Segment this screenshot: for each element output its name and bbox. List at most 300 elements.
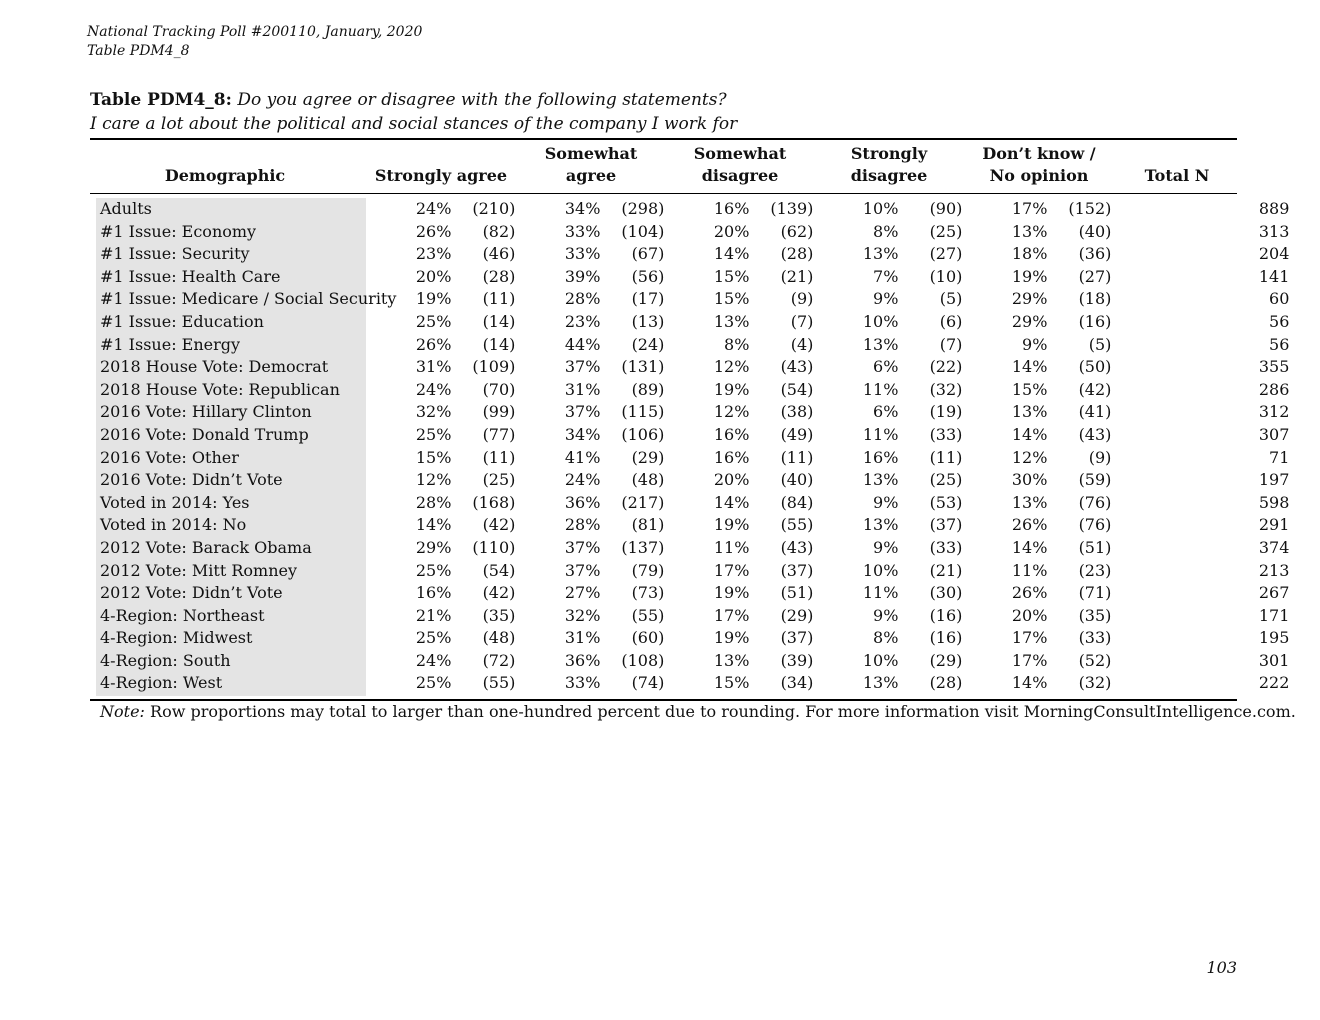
count-cell: (33): [929, 424, 963, 444]
count-cell: (32): [1078, 673, 1112, 693]
count-cell: (11): [929, 447, 963, 467]
header-strongly-disagree: Strongly disagree: [850, 144, 928, 185]
percent-cell: 31%: [564, 379, 601, 399]
row-label: 2018 House Vote: Republican: [100, 379, 340, 399]
percent-cell: 25%: [415, 560, 452, 580]
count-cell: (60): [631, 628, 665, 648]
count-cell: (52): [1078, 650, 1112, 670]
count-cell: (29): [929, 650, 963, 670]
count-cell: (72): [482, 650, 516, 670]
percent-cell: 11%: [713, 537, 750, 557]
percent-cell: 12%: [713, 357, 750, 377]
percent-cell: 32%: [564, 605, 601, 625]
percent-cell: 18%: [1011, 244, 1048, 264]
count-cell: (7): [939, 334, 963, 354]
header-strongly-agree: Strongly agree: [374, 166, 508, 185]
count-cell: (84): [780, 492, 814, 512]
count-cell: (79): [631, 560, 665, 580]
percent-cell: 16%: [415, 583, 452, 603]
count-cell: (29): [780, 605, 814, 625]
percent-cell: 25%: [415, 628, 452, 648]
count-cell: (9): [1088, 447, 1112, 467]
count-cell: (6): [939, 311, 963, 331]
row-label: Adults: [100, 199, 152, 218]
percent-cell: 13%: [1011, 221, 1048, 241]
count-cell: (77): [482, 424, 516, 444]
count-cell: (67): [631, 244, 665, 264]
total-n-cell: 374: [1258, 537, 1290, 557]
count-cell: (16): [929, 605, 963, 625]
count-cell: (110): [472, 537, 516, 557]
percent-cell: 37%: [564, 560, 601, 580]
percent-cell: 17%: [713, 605, 750, 625]
percent-cell: 16%: [713, 199, 750, 218]
count-cell: (35): [482, 605, 516, 625]
table-row: [90, 560, 1289, 583]
percent-cell: 33%: [564, 673, 601, 693]
count-cell: (34): [780, 673, 814, 693]
table-row: [90, 221, 1289, 244]
row-label: #1 Issue: Education: [100, 311, 264, 331]
total-n-cell: 222: [1258, 673, 1290, 693]
table-row: [90, 401, 1289, 424]
count-cell: (37): [780, 628, 814, 648]
percent-cell: 9%: [1022, 334, 1048, 354]
count-cell: (28): [780, 244, 814, 264]
percent-cell: 27%: [564, 583, 601, 603]
row-label: #1 Issue: Security: [100, 244, 250, 264]
total-n-cell: 312: [1258, 402, 1290, 422]
percent-cell: 31%: [415, 357, 452, 377]
percent-cell: 16%: [713, 447, 750, 467]
count-cell: (10): [929, 266, 963, 286]
percent-cell: 37%: [564, 537, 601, 557]
percent-cell: 13%: [862, 470, 899, 490]
count-cell: (42): [1078, 379, 1112, 399]
percent-cell: 24%: [415, 199, 452, 218]
count-cell: (53): [929, 492, 963, 512]
count-cell: (115): [621, 402, 665, 422]
count-cell: (71): [1078, 583, 1112, 603]
count-cell: (37): [929, 515, 963, 535]
count-cell: (168): [472, 492, 516, 512]
percent-cell: 32%: [415, 402, 452, 422]
percent-cell: 30%: [1011, 470, 1048, 490]
count-cell: (18): [1078, 289, 1112, 309]
percent-cell: 16%: [862, 447, 899, 467]
total-n-cell: 141: [1258, 266, 1290, 286]
count-cell: (13): [631, 311, 665, 331]
percent-cell: 25%: [415, 673, 452, 693]
count-cell: (33): [929, 537, 963, 557]
percent-cell: 9%: [873, 605, 899, 625]
table-row: [90, 288, 1289, 311]
count-cell: (16): [1078, 311, 1112, 331]
table-row: [90, 198, 1289, 221]
percent-cell: 11%: [862, 424, 899, 444]
percent-cell: 20%: [713, 221, 750, 241]
percent-cell: 19%: [713, 583, 750, 603]
row-label: 4-Region: Northeast: [100, 605, 265, 625]
total-n-cell: 301: [1258, 650, 1290, 670]
table-row: [90, 650, 1289, 673]
percent-cell: 19%: [713, 515, 750, 535]
percent-cell: 29%: [1011, 289, 1048, 309]
row-label: 2016 Vote: Hillary Clinton: [100, 402, 312, 422]
percent-cell: 24%: [564, 470, 601, 490]
header-demographic: Demographic: [164, 166, 286, 185]
percent-cell: 10%: [862, 311, 899, 331]
percent-cell: 14%: [415, 515, 452, 535]
percent-cell: 9%: [873, 289, 899, 309]
percent-cell: 8%: [724, 334, 750, 354]
percent-cell: 10%: [862, 650, 899, 670]
percent-cell: 21%: [415, 605, 452, 625]
percent-cell: 16%: [713, 424, 750, 444]
count-cell: (76): [1078, 492, 1112, 512]
count-cell: (43): [1078, 424, 1112, 444]
total-n-cell: 56: [1269, 311, 1290, 331]
percent-cell: 25%: [415, 424, 452, 444]
count-cell: (74): [631, 673, 665, 693]
total-n-cell: 889: [1258, 199, 1290, 218]
top-rule: [90, 138, 1237, 140]
total-n-cell: 286: [1258, 379, 1290, 399]
percent-cell: 19%: [415, 289, 452, 309]
count-cell: (55): [780, 515, 814, 535]
table-row: [90, 334, 1289, 357]
percent-cell: 37%: [564, 402, 601, 422]
count-cell: (89): [631, 379, 665, 399]
table-row: [90, 356, 1289, 379]
total-n-cell: 195: [1258, 628, 1290, 648]
percent-cell: 13%: [862, 244, 899, 264]
count-cell: (39): [780, 650, 814, 670]
count-cell: (210): [472, 199, 516, 218]
table-note: [100, 700, 1296, 724]
count-cell: (51): [1078, 537, 1112, 557]
total-n-cell: 71: [1269, 447, 1290, 467]
header-dont-know: Don’t know / No opinion: [982, 144, 1096, 185]
percent-cell: 14%: [1011, 357, 1048, 377]
count-cell: (33): [1078, 628, 1112, 648]
row-label: 2012 Vote: Barack Obama: [100, 537, 312, 557]
row-label: Voted in 2014: No: [100, 515, 247, 535]
count-cell: (59): [1078, 470, 1112, 490]
percent-cell: 13%: [1011, 402, 1048, 422]
count-cell: (43): [780, 357, 814, 377]
count-cell: (42): [482, 583, 516, 603]
row-label: 2016 Vote: Other: [100, 447, 239, 467]
percent-cell: 31%: [564, 628, 601, 648]
count-cell: (41): [1078, 402, 1112, 422]
percent-cell: 23%: [415, 244, 452, 264]
count-cell: (56): [631, 266, 665, 286]
percent-cell: 14%: [1011, 424, 1048, 444]
count-cell: (298): [621, 199, 665, 218]
percent-cell: 15%: [1011, 379, 1048, 399]
caption-lead: Table PDM4_8:: [90, 90, 232, 110]
count-cell: (25): [929, 470, 963, 490]
table-row: [90, 672, 1289, 695]
row-label: 4-Region: Midwest: [100, 628, 253, 648]
total-n-cell: 171: [1258, 605, 1290, 625]
count-cell: (99): [482, 402, 516, 422]
total-n-cell: 313: [1258, 221, 1290, 241]
row-label: 2012 Vote: Mitt Romney: [100, 560, 298, 580]
table-row: [90, 605, 1289, 628]
count-cell: (49): [780, 424, 814, 444]
percent-cell: 14%: [1011, 673, 1048, 693]
count-cell: (7): [790, 311, 814, 331]
row-label: #1 Issue: Health Care: [100, 266, 281, 286]
percent-cell: 17%: [713, 560, 750, 580]
percent-cell: 9%: [873, 537, 899, 557]
count-cell: (36): [1078, 244, 1112, 264]
count-cell: (54): [482, 560, 516, 580]
percent-cell: 10%: [862, 560, 899, 580]
count-cell: (137): [621, 537, 665, 557]
total-n-cell: 60: [1269, 289, 1290, 309]
row-label: 4-Region: West: [100, 673, 223, 693]
count-cell: (81): [631, 515, 665, 535]
percent-cell: 14%: [713, 244, 750, 264]
count-cell: (109): [472, 357, 516, 377]
percent-cell: 24%: [415, 650, 452, 670]
count-cell: (55): [482, 673, 516, 693]
percent-cell: 34%: [564, 424, 601, 444]
count-cell: (82): [482, 221, 516, 241]
table-row: [90, 311, 1289, 334]
count-cell: (30): [929, 583, 963, 603]
count-cell: (11): [482, 289, 516, 309]
count-cell: (5): [939, 289, 963, 309]
page-number: 103: [1206, 958, 1237, 977]
table-body: [90, 198, 1289, 695]
total-n-cell: 56: [1269, 334, 1290, 354]
count-cell: (11): [482, 447, 516, 467]
percent-cell: 28%: [415, 492, 452, 512]
count-cell: (28): [929, 673, 963, 693]
header-somewhat-agree: Somewhat agree: [544, 144, 638, 185]
running-head: [87, 23, 422, 61]
total-n-cell: 197: [1258, 470, 1290, 490]
percent-cell: 23%: [564, 311, 601, 331]
percent-cell: 12%: [1011, 447, 1048, 467]
percent-cell: 17%: [1011, 650, 1048, 670]
count-cell: (25): [482, 470, 516, 490]
count-cell: (76): [1078, 515, 1112, 535]
count-cell: (217): [621, 492, 665, 512]
percent-cell: 25%: [415, 311, 452, 331]
percent-cell: 13%: [713, 311, 750, 331]
count-cell: (19): [929, 402, 963, 422]
row-label: 2018 House Vote: Democrat: [100, 357, 329, 377]
total-n-cell: 267: [1258, 583, 1290, 603]
total-n-cell: 213: [1258, 560, 1290, 580]
count-cell: (38): [780, 402, 814, 422]
header-total-n: Total N: [1144, 166, 1210, 185]
count-cell: (131): [621, 357, 665, 377]
table-row: [90, 447, 1289, 470]
total-n-cell: 307: [1258, 424, 1290, 444]
count-cell: (14): [482, 334, 516, 354]
percent-cell: 13%: [862, 673, 899, 693]
table-row: [90, 469, 1289, 492]
percent-cell: 7%: [873, 266, 899, 286]
percent-cell: 11%: [862, 379, 899, 399]
table-row: [90, 492, 1289, 515]
count-cell: (9): [790, 289, 814, 309]
percent-cell: 15%: [713, 289, 750, 309]
row-label: #1 Issue: Economy: [100, 221, 257, 241]
percent-cell: 29%: [415, 537, 452, 557]
percent-cell: 8%: [873, 221, 899, 241]
table-row: [90, 582, 1289, 605]
table-row: [90, 537, 1289, 560]
percent-cell: 39%: [564, 266, 601, 286]
count-cell: (22): [929, 357, 963, 377]
count-cell: (48): [482, 628, 516, 648]
percent-cell: 6%: [873, 402, 899, 422]
crosstab-table: [90, 198, 1289, 695]
percent-cell: 11%: [862, 583, 899, 603]
count-cell: (29): [631, 447, 665, 467]
count-cell: (54): [780, 379, 814, 399]
total-n-cell: 355: [1258, 357, 1290, 377]
percent-cell: 19%: [713, 628, 750, 648]
percent-cell: 6%: [873, 357, 899, 377]
poll-title: National Tracking Poll #200110, January, 2020: [87, 24, 423, 40]
table-row: [90, 379, 1289, 402]
percent-cell: 20%: [415, 266, 452, 286]
note-label: Note:: [100, 702, 145, 721]
count-cell: (40): [780, 470, 814, 490]
percent-cell: 26%: [415, 334, 452, 354]
percent-cell: 37%: [564, 357, 601, 377]
row-label: #1 Issue: Energy: [100, 334, 241, 354]
header-somewhat-disagree: Somewhat disagree: [693, 144, 787, 185]
percent-cell: 28%: [564, 289, 601, 309]
count-cell: (55): [631, 605, 665, 625]
percent-cell: 15%: [713, 673, 750, 693]
percent-cell: 33%: [564, 221, 601, 241]
percent-cell: 36%: [564, 492, 601, 512]
percent-cell: 28%: [564, 515, 601, 535]
percent-cell: 10%: [862, 199, 899, 218]
row-label: 4-Region: South: [100, 650, 231, 670]
count-cell: (21): [780, 266, 814, 286]
count-cell: (28): [482, 266, 516, 286]
percent-cell: 20%: [1011, 605, 1048, 625]
percent-cell: 17%: [1011, 628, 1048, 648]
percent-cell: 33%: [564, 244, 601, 264]
percent-cell: 44%: [564, 334, 601, 354]
note-text: Row proportions may total to larger than one-hundred percent due to rounding. For more information visit MorningConsultIntelligence.com.: [150, 702, 1296, 721]
table-row: [90, 424, 1289, 447]
percent-cell: 20%: [713, 470, 750, 490]
table-caption: [90, 88, 737, 136]
percent-cell: 15%: [713, 266, 750, 286]
count-cell: (90): [929, 199, 963, 218]
percent-cell: 13%: [713, 650, 750, 670]
row-label: #1 Issue: Medicare / Social Security: [100, 289, 397, 309]
count-cell: (27): [929, 244, 963, 264]
count-cell: (139): [770, 199, 814, 218]
percent-cell: 13%: [1011, 492, 1048, 512]
percent-cell: 9%: [873, 492, 899, 512]
count-cell: (48): [631, 470, 665, 490]
count-cell: (70): [482, 379, 516, 399]
percent-cell: 17%: [1011, 199, 1048, 218]
percent-cell: 15%: [415, 447, 452, 467]
caption-question: Do you agree or disagree with the following statements?: [237, 90, 727, 110]
total-n-cell: 291: [1258, 515, 1290, 535]
count-cell: (23): [1078, 560, 1112, 580]
percent-cell: 13%: [862, 334, 899, 354]
percent-cell: 11%: [1011, 560, 1048, 580]
percent-cell: 19%: [1011, 266, 1048, 286]
percent-cell: 24%: [415, 379, 452, 399]
percent-cell: 26%: [1011, 583, 1048, 603]
count-cell: (106): [621, 424, 665, 444]
count-cell: (14): [482, 311, 516, 331]
count-cell: (5): [1088, 334, 1112, 354]
header-rule: [90, 193, 1237, 194]
percent-cell: 14%: [1011, 537, 1048, 557]
row-label: 2012 Vote: Didn’t Vote: [100, 583, 283, 603]
row-label: 2016 Vote: Donald Trump: [100, 424, 309, 444]
percent-cell: 12%: [713, 402, 750, 422]
count-cell: (104): [621, 221, 665, 241]
count-cell: (4): [790, 334, 814, 354]
count-cell: (25): [929, 221, 963, 241]
table-row: [90, 627, 1289, 650]
percent-cell: 41%: [564, 447, 601, 467]
table-row: [90, 266, 1289, 289]
count-cell: (40): [1078, 221, 1112, 241]
count-cell: (46): [482, 244, 516, 264]
count-cell: (62): [780, 221, 814, 241]
percent-cell: 19%: [713, 379, 750, 399]
count-cell: (21): [929, 560, 963, 580]
count-cell: (24): [631, 334, 665, 354]
total-n-cell: 204: [1258, 244, 1290, 264]
count-cell: (50): [1078, 357, 1112, 377]
percent-cell: 14%: [713, 492, 750, 512]
count-cell: (37): [780, 560, 814, 580]
count-cell: (17): [631, 289, 665, 309]
count-cell: (27): [1078, 266, 1112, 286]
count-cell: (108): [621, 650, 665, 670]
count-cell: (42): [482, 515, 516, 535]
percent-cell: 12%: [415, 470, 452, 490]
table-row: [90, 243, 1289, 266]
count-cell: (43): [780, 537, 814, 557]
row-label: 2016 Vote: Didn’t Vote: [100, 470, 283, 490]
percent-cell: 26%: [1011, 515, 1048, 535]
table-row: [90, 514, 1289, 537]
total-n-cell: 598: [1258, 492, 1290, 512]
count-cell: (73): [631, 583, 665, 603]
row-label: Voted in 2014: Yes: [100, 492, 250, 512]
count-cell: (32): [929, 379, 963, 399]
count-cell: (51): [780, 583, 814, 603]
percent-cell: 8%: [873, 628, 899, 648]
count-cell: (16): [929, 628, 963, 648]
count-cell: (11): [780, 447, 814, 467]
count-cell: (152): [1068, 199, 1112, 218]
